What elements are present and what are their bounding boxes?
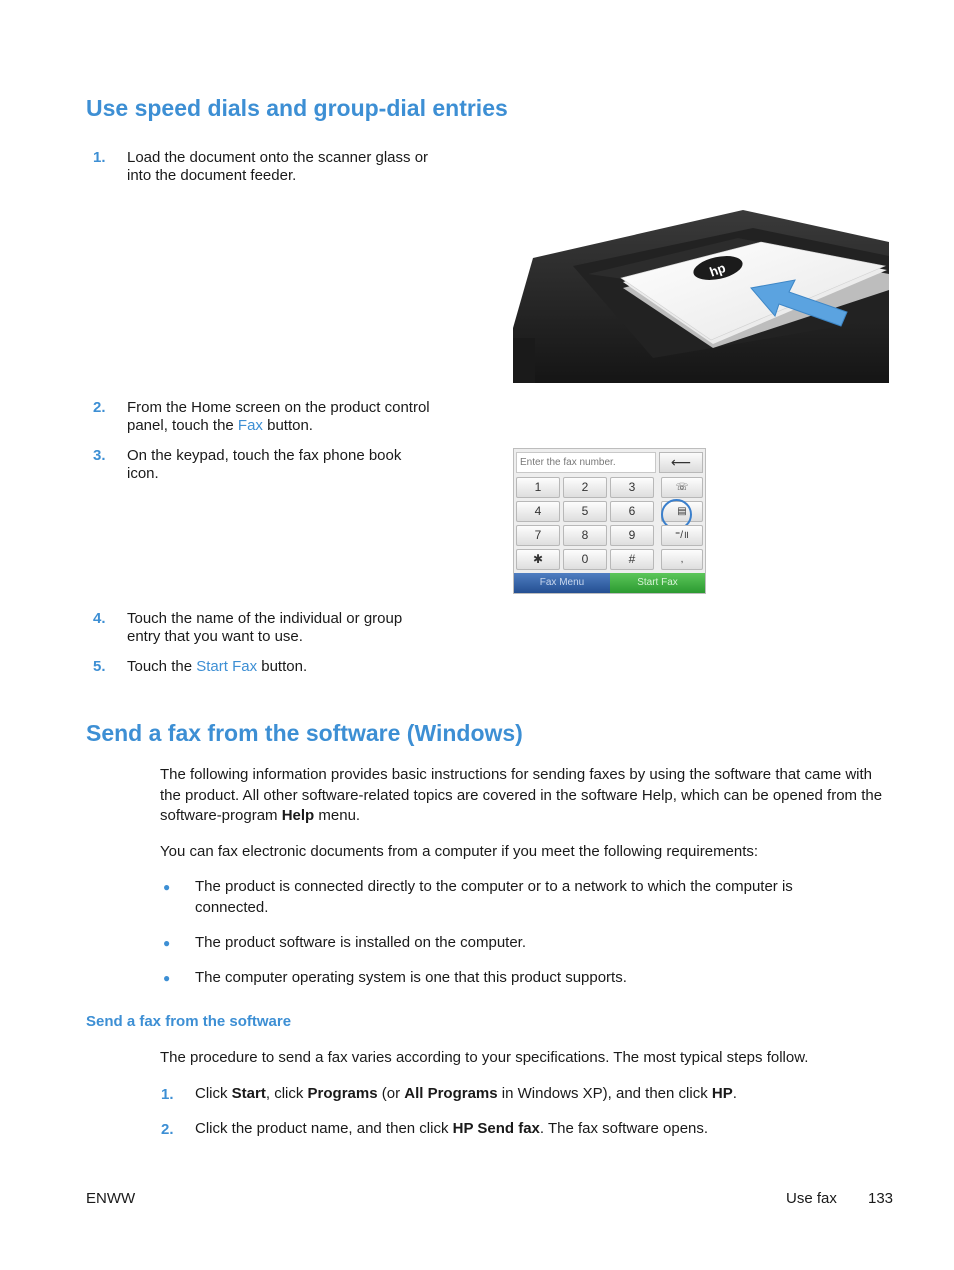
requirement-item: The product software is installed on the computer. <box>195 934 527 951</box>
section-title-speed-dials: Use speed dials and group-dial entries <box>86 95 508 121</box>
key-star: ✱ <box>516 549 560 570</box>
phone-book-icon: ▤ <box>661 501 703 522</box>
key-hash: # <box>610 549 654 570</box>
step-text: Touch the Start Fax button. <box>127 658 308 675</box>
key-8: 8 <box>563 525 607 546</box>
fax-menu-button: Fax Menu <box>514 573 610 593</box>
fax-keypad-illustration <box>513 448 706 594</box>
step-number: 1. <box>161 1086 174 1103</box>
step-number: 3. <box>93 447 106 464</box>
key-3: 3 <box>610 477 654 498</box>
requirements-paragraph: You can fax electronic documents from a computer if you meet the following requirements: <box>160 843 759 860</box>
backspace-icon: ⟵ <box>659 452 703 473</box>
page-number: 133 <box>868 1190 894 1207</box>
procedure-intro: The procedure to send a fax varies according to your specifications. The most typical steps follow. <box>160 1049 809 1066</box>
footer-left-label: ENWW <box>86 1190 136 1207</box>
step-text: Touch the name of the individual or group entry that you want to use. <box>127 610 403 645</box>
step-text: Load the document onto the scanner glass or into the document feeder. <box>127 149 429 184</box>
start-fax-reference: Start Fax <box>196 658 258 675</box>
step-text: Click Start, click Programs (or All Programs in Windows XP), and then click HP. <box>195 1085 737 1102</box>
key-5: 5 <box>563 501 607 522</box>
step-text: From the Home screen on the product control panel, touch the Fax button. <box>127 399 430 434</box>
step-text: On the keypad, touch the fax phone book icon. <box>127 447 402 482</box>
step-number: 2. <box>93 399 106 416</box>
bullet-icon: ● <box>163 971 171 985</box>
key-7: 7 <box>516 525 560 546</box>
subsection-title-send-fax-software: Send a fax from the software <box>86 1013 292 1030</box>
step-number: 1. <box>93 149 106 166</box>
step-number: 2. <box>161 1121 174 1138</box>
bullet-icon: ● <box>163 880 171 894</box>
scanner-feeder-illustration <box>513 208 889 383</box>
fax-button-reference: Fax <box>237 416 263 434</box>
requirement-item: The computer operating system is one that this product supports. <box>195 969 627 986</box>
step-number: 5. <box>93 658 106 675</box>
key-0: 0 <box>563 549 607 570</box>
section-title-send-fax-windows: Send a fax from the software (Windows) <box>86 720 523 746</box>
start-fax-button: Start Fax <box>610 573 705 593</box>
speed-dial-icon: ☏ <box>661 477 703 498</box>
intro-paragraph: The following information provides basic instructions for sending faxes by using the software that came with the product. All other software-related topics are covered in the software Help, which can be opened from the software-program Help menu. <box>160 766 883 824</box>
requirement-item: The product is connected directly to the computer or to a network to which the computer is connected. <box>195 878 793 916</box>
key-1: 1 <box>516 477 560 498</box>
redial-pause-icon: ⁼/॥ <box>661 525 703 546</box>
svg-text:hp: hp <box>707 260 728 280</box>
key-2: 2 <box>563 477 607 498</box>
key-9: 9 <box>610 525 654 546</box>
footer-section-label: Use fax <box>786 1190 837 1207</box>
comma-key: , <box>661 549 703 570</box>
key-4: 4 <box>516 501 560 522</box>
step-text: Click the product name, and then click HP Send fax. The fax software opens. <box>195 1120 709 1137</box>
key-6: 6 <box>610 501 654 522</box>
step-number: 4. <box>93 610 106 627</box>
fax-number-field: Enter the fax number. <box>516 452 656 473</box>
bullet-icon: ● <box>163 936 171 950</box>
